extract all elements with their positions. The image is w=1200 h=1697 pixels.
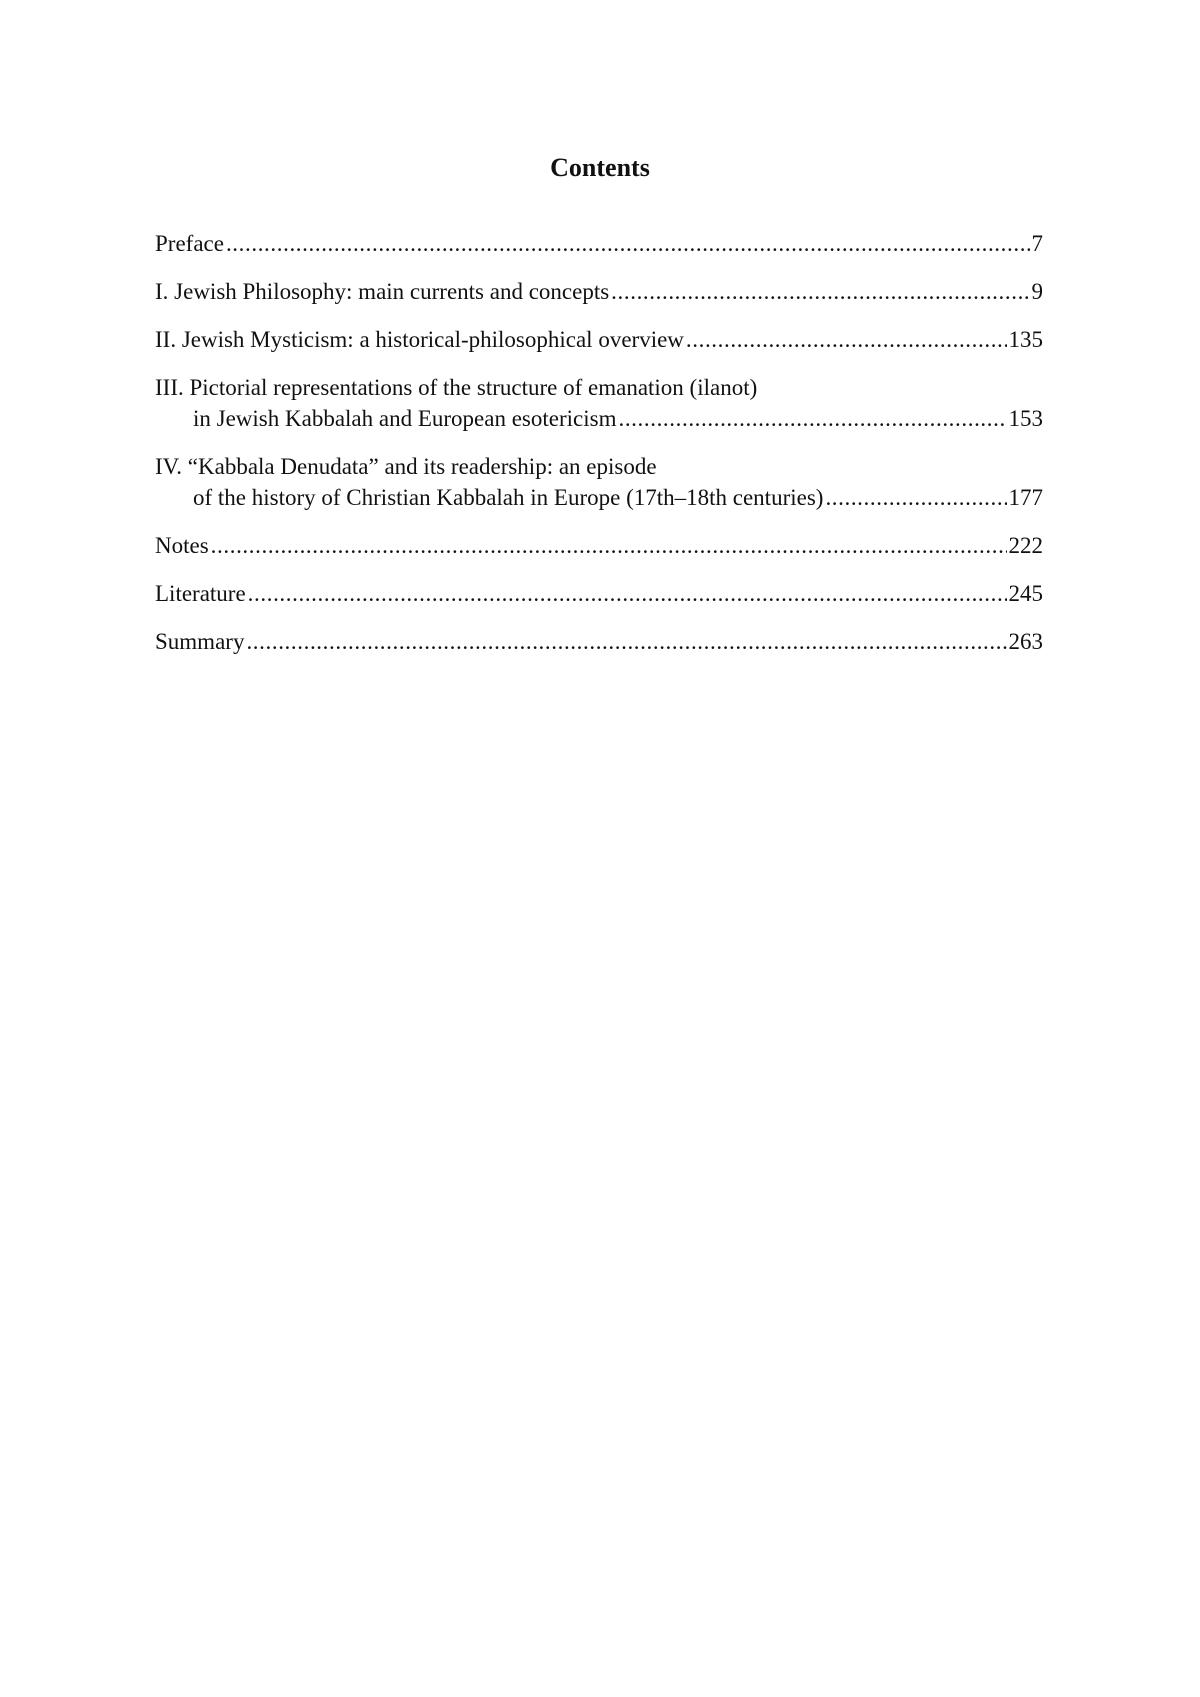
toc-page-number: 263 — [1008, 629, 1043, 654]
toc-page-number: 7 — [1031, 231, 1043, 256]
toc-entry-title-line-2: in Jewish Kabbalah and European esotericism — [193, 406, 617, 431]
toc-entry-title: Literature — [155, 581, 246, 606]
toc-page-number: 222 — [1008, 533, 1043, 558]
toc-page-number: 135 — [1008, 327, 1043, 352]
toc-entry-title: Notes — [155, 533, 209, 558]
table-of-contents — [155, 228, 1043, 674]
toc-entry-title: II. Jewish Mysticism: a historical-philosophical overview — [155, 327, 684, 352]
page-title: Contents — [550, 153, 650, 182]
toc-entry-title-line-2: of the history of Christian Kabbalah in Europe (17th–18th centuries) — [193, 485, 824, 510]
toc-row — [155, 578, 1043, 609]
toc-entry-summary — [155, 626, 1043, 657]
toc-entry-title: Preface — [155, 231, 224, 256]
toc-row — [155, 324, 1043, 355]
toc-page-number: 153 — [1008, 406, 1043, 431]
toc-entry-chapter-1 — [155, 276, 1043, 307]
toc-entry-chapter-3 — [155, 372, 1043, 434]
toc-row — [155, 403, 1043, 434]
dot-leader — [618, 403, 1006, 434]
toc-page-number: 9 — [1031, 279, 1043, 304]
toc-page-number: 177 — [1008, 485, 1043, 510]
dot-leader — [686, 324, 1007, 355]
toc-entry-title: Summary — [155, 629, 245, 654]
toc-entry-preface — [155, 228, 1043, 259]
toc-entry-chapter-4 — [155, 451, 1043, 513]
toc-page-number: 245 — [1008, 581, 1043, 606]
toc-entry-notes — [155, 530, 1043, 561]
toc-entry-title-line-1: III. Pictorial representations of the structure of emanation (ilanot) — [155, 375, 758, 400]
toc-entry-title: I. Jewish Philosophy: main currents and concepts — [155, 279, 610, 304]
toc-row — [155, 482, 1043, 513]
dot-leader — [226, 228, 1030, 259]
toc-row — [155, 276, 1043, 307]
toc-entry-literature — [155, 578, 1043, 609]
dot-leader — [246, 626, 1006, 657]
toc-entry-chapter-2 — [155, 324, 1043, 355]
dot-leader — [248, 578, 1007, 609]
toc-row — [155, 626, 1043, 657]
dot-leader — [211, 530, 1007, 561]
toc-row — [155, 530, 1043, 561]
dot-leader — [825, 482, 1006, 513]
dot-leader — [611, 276, 1029, 307]
toc-row — [155, 228, 1043, 259]
toc-entry-title-line-1: IV. “Kabbala Denudata” and its readership: an episode — [155, 454, 657, 479]
